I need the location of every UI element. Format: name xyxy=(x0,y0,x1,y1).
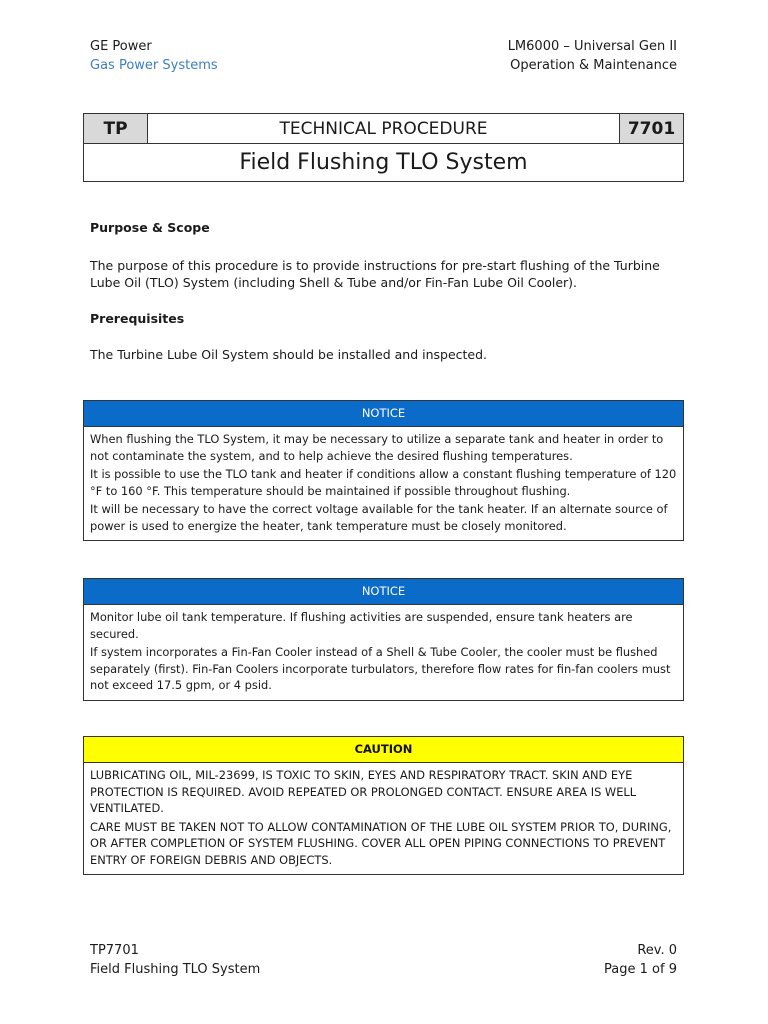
caution-box xyxy=(83,736,684,875)
notice-label: NOTICE xyxy=(84,401,683,427)
doc-number: 7701 xyxy=(620,114,684,144)
notice-line: It is possible to use the TLO tank and heater if conditions allow a constant flushing temperature of 120 °F to 160 °F. This temperature should be maintained if possible throughout flushing. xyxy=(90,467,677,498)
manual-name: Operation & Maintenance xyxy=(510,58,677,73)
notice-body xyxy=(84,427,683,540)
doc-type-code: TP xyxy=(84,114,148,144)
footer-revision: Rev. 0 xyxy=(637,943,677,958)
caution-label: CAUTION xyxy=(84,737,683,763)
page-header-right xyxy=(508,37,677,75)
page-title: Field Flushing TLO System xyxy=(84,144,684,182)
prerequisites-text: The Turbine Lube Oil System should be installed and inspected. xyxy=(90,347,488,362)
notice-box-2 xyxy=(83,578,684,701)
notice-line: If system incorporates a Fin-Fan Cooler instead of a Shell & Tube Cooler, the cooler must be flushed separately (first). Fin-Fan Coolers incorporate turbulators, therefore flow rates for fin-fan coolers must not exceed 17.5 gpm, or 4 psid. xyxy=(90,645,671,692)
doc-type-label: TECHNICAL PROCEDURE xyxy=(148,114,620,144)
footer-doc-id: TP7701 xyxy=(90,943,139,958)
caution-line: CARE MUST BE TAKEN NOT TO ALLOW CONTAMINATION OF THE LUBE OIL SYSTEM PRIOR TO, DURING, OR AFTER COMPLETION OF SYSTEM FLUSHING. COVER ALL OPEN PIPING CONNECTIONS TO PREVENT ENTRY OF FOREIGN DEBRIS AND OBJECTS. xyxy=(90,819,672,867)
notice-line: When flushing the TLO System, it may be necessary to utilize a separate tank and heater in order to not contaminate the system, and to help achieve the desired flushing temperatures. xyxy=(90,432,664,463)
prerequisites-heading: Prerequisites xyxy=(90,311,185,326)
notice-box-1 xyxy=(83,400,684,541)
purpose-heading: Purpose & Scope xyxy=(90,220,210,235)
page-header-left xyxy=(90,37,218,75)
purpose-text: The purpose of this procedure is to provide instructions for pre-start flushing of the Turbine Lube Oil (TLO) System (including Shell & Tube and/or Fin-Fan Lube Oil Cooler). xyxy=(90,258,660,290)
footer-page-number: Page 1 of 9 xyxy=(604,962,677,977)
notice-line: It will be necessary to have the correct voltage available for the tank heater. If an alternate source of power is used to energize the heater, tank temperature must be closely monitored. xyxy=(90,502,668,533)
product-name: LM6000 – Universal Gen II xyxy=(507,39,677,54)
company-name: GE Power xyxy=(90,39,152,54)
caution-line: LUBRICATING OIL, MIL-23699, IS TOXIC TO SKIN, EYES AND RESPIRATORY TRACT. SKIN AND EYE PROTECTION IS REQUIRED. AVOID REPEATED OR PROLONGED CONTACT. ENSURE AREA IS WELL VENTILATED. xyxy=(90,768,637,815)
footer-doc-title: Field Flushing TLO System xyxy=(90,962,261,977)
notice-line: Monitor lube oil tank temperature. If flushing activities are suspended, ensure tank heaters are secured. xyxy=(90,610,633,641)
page-footer-right xyxy=(604,941,677,979)
caution-body xyxy=(84,763,683,874)
title-block xyxy=(83,113,684,182)
notice-label: NOTICE xyxy=(84,579,683,605)
notice-body xyxy=(84,605,683,700)
division-name: Gas Power Systems xyxy=(90,58,218,73)
page-footer-left xyxy=(90,941,260,979)
